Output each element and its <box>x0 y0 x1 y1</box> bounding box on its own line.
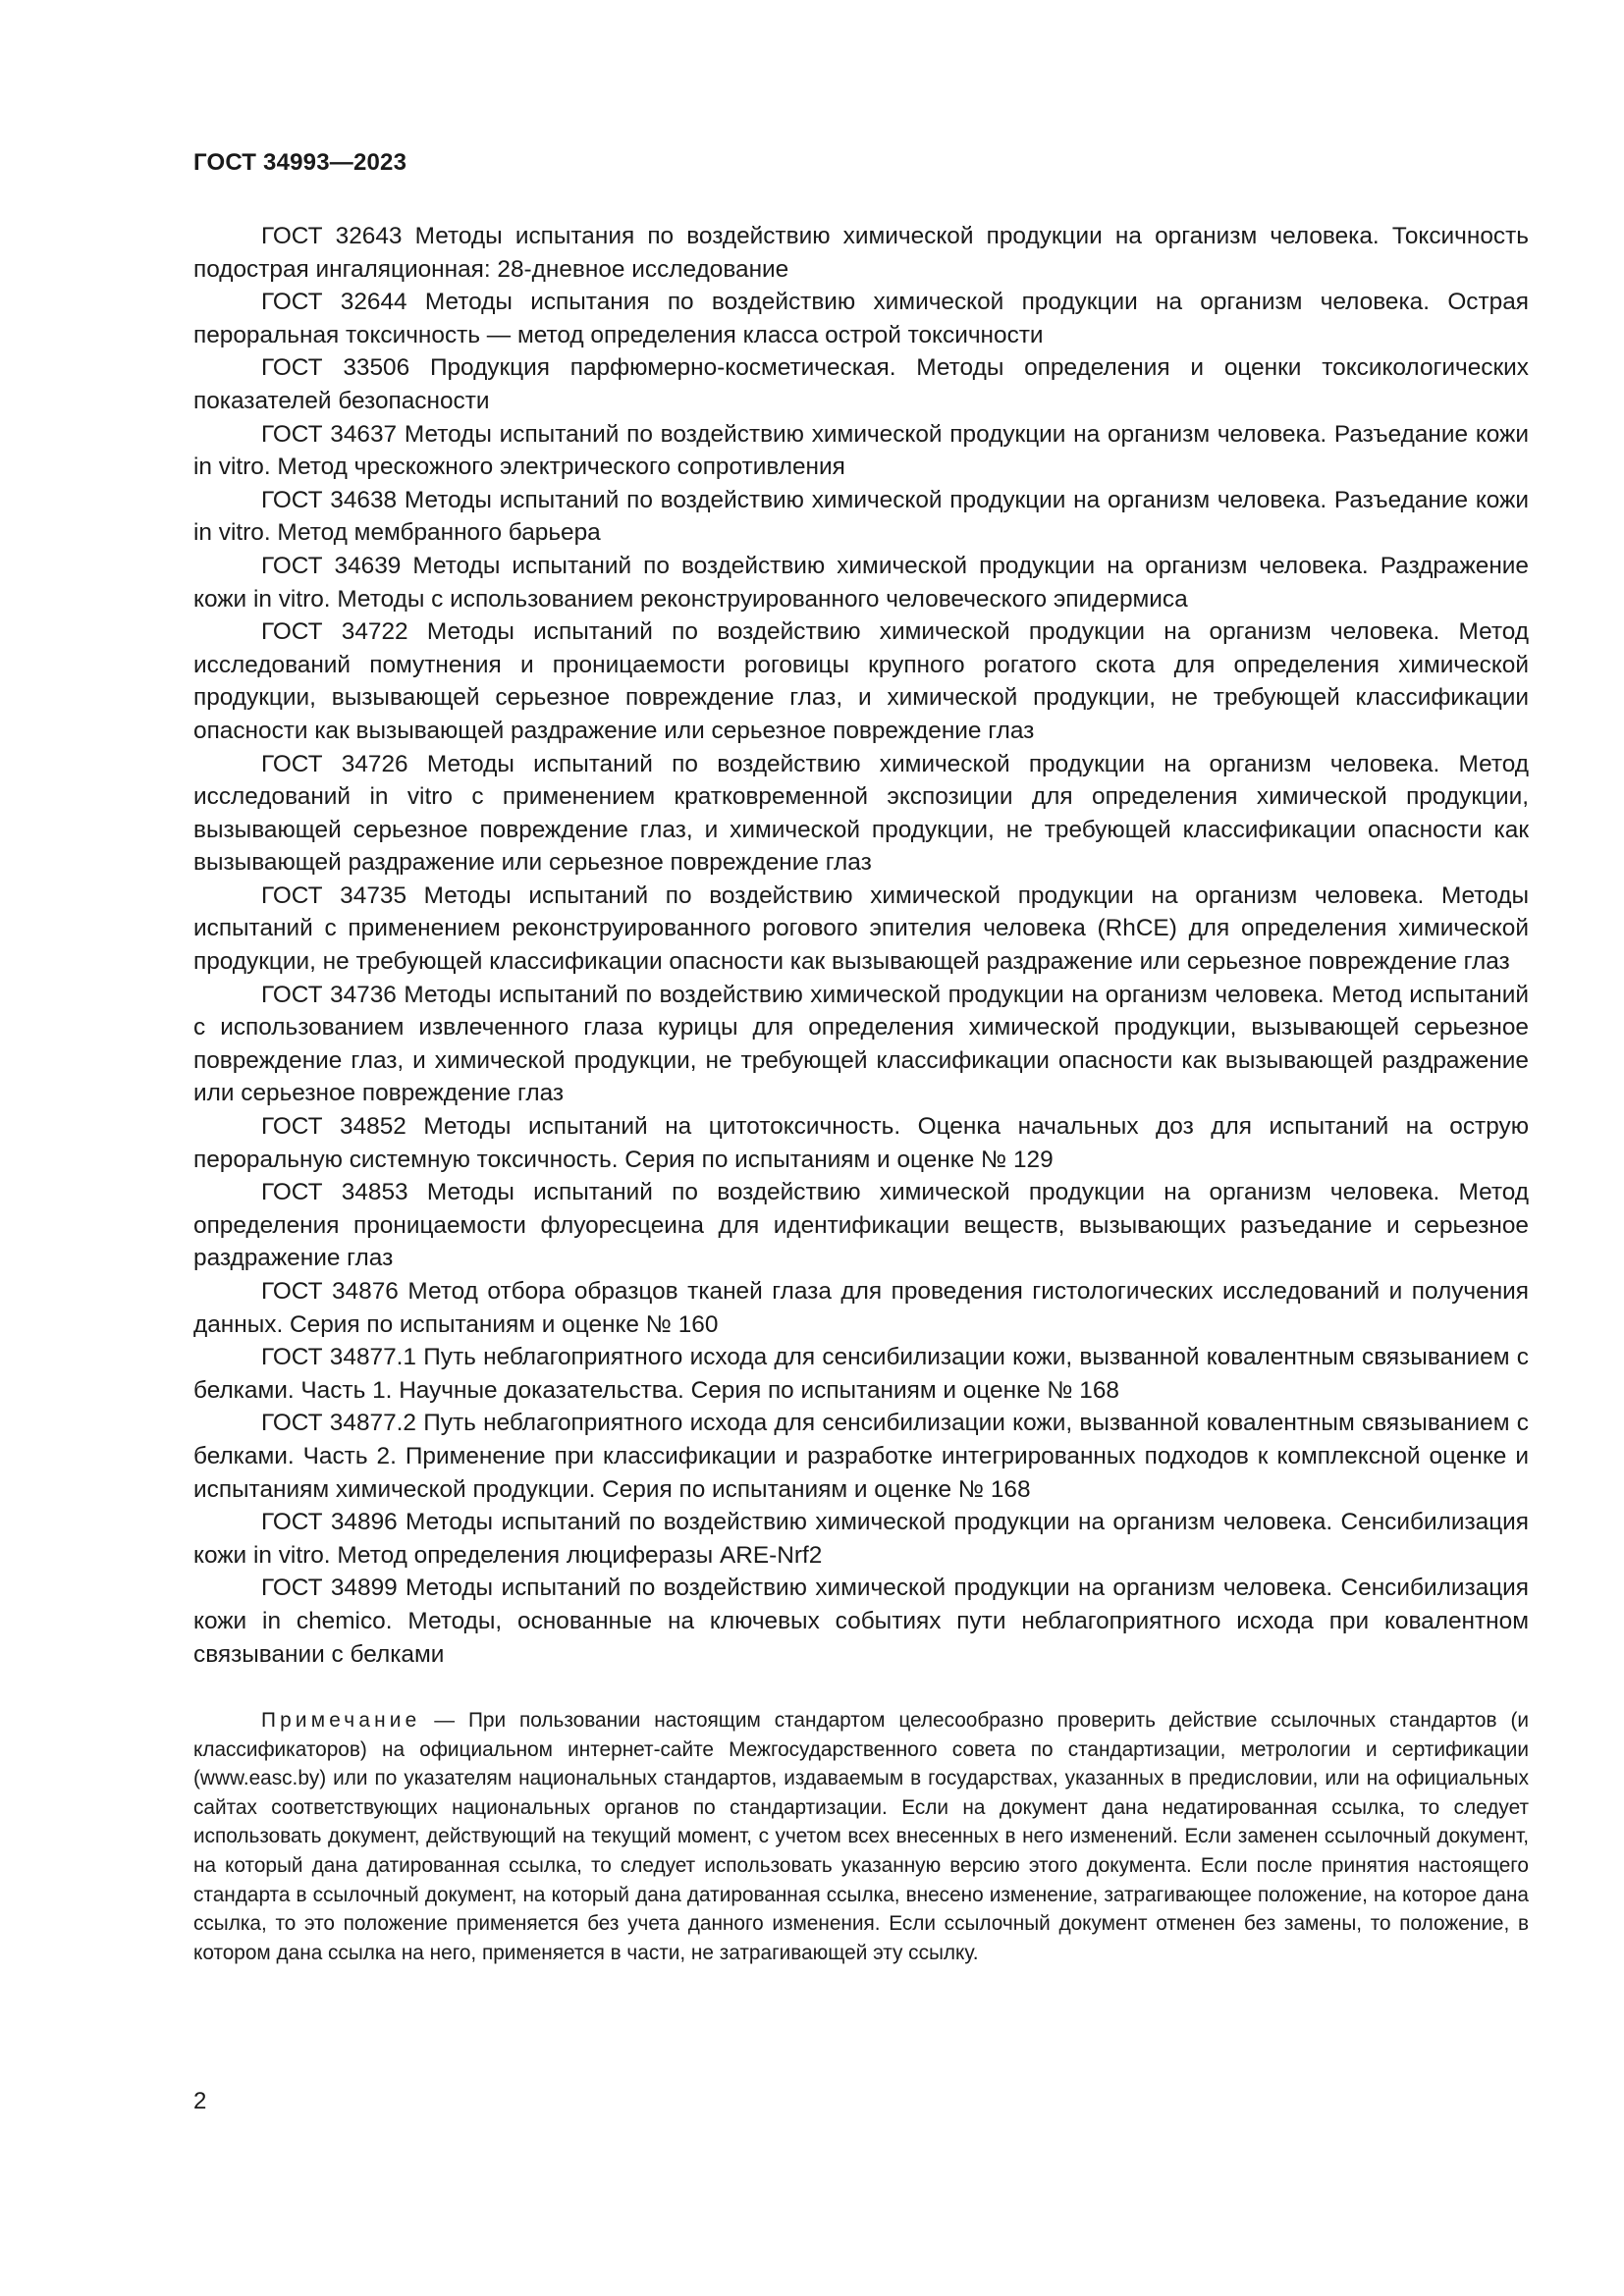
reference-item: ГОСТ 34638 Методы испытаний по воздействию химической продукции на организм человека. Разъедание кожи in vitro. Метод мембранного барьера <box>193 486 1529 547</box>
reference-item: ГОСТ 34876 Метод отбора образцов тканей глаза для проведения гистологических исследований и получения данных. Серия по испытаниям и оценке № 160 <box>193 1278 1529 1338</box>
reference-item: ГОСТ 34896 Методы испытаний по воздействию химической продукции на организм человека. Сенсибилизация кожи in vitro. Метод определения люциферазы ARE-Nrf2 <box>193 1509 1529 1569</box>
reference-item: ГОСТ 33506 Продукция парфюмерно-косметическая. Методы определения и оценки токсикологических показателей безопасности <box>193 354 1529 414</box>
reference-item: ГОСТ 34637 Методы испытаний по воздействию химической продукции на организм человека. Разъедание кожи in vitro. Метод чрескожного электрического сопротивления <box>193 420 1529 481</box>
reference-item: ГОСТ 34853 Методы испытаний по воздействию химической продукции на организм человека. Метод определения проницаемости флуоресцеина для идентификации веществ, вызывающих разъедание и серьезное раздражение глаз <box>193 1179 1529 1272</box>
reference-item: ГОСТ 34899 Методы испытаний по воздействию химической продукции на организм человека. Сенсибилизация кожи in chemico. Методы, основанные на ключевых событиях пути неблагоприятного исхода при ковалентном связывании с белками <box>193 1575 1529 1668</box>
reference-item: ГОСТ 34639 Методы испытаний по воздействию химической продукции на организм человека. Раздражение кожи in vitro. Методы с использованием реконструированного человеческого эпидермиса <box>193 552 1529 613</box>
document-header: ГОСТ 34993—2023 <box>193 149 407 176</box>
page-number: 2 <box>193 2088 207 2114</box>
reference-item: ГОСТ 34735 Методы испытаний по воздействию химической продукции на организм человека. Методы испытаний с применением реконструированного рогового эпителия человека (RhCE) для определения химической продукции, не требующей классификации опасности как вызывающей раздражение или серьезное повреждение глаз <box>193 881 1529 976</box>
reference-item: ГОСТ 34722 Методы испытаний по воздействию химической продукции на организм человека. Метод исследований помутнения и проницаемости роговицы крупного рогатого скота для определения химической продукции, вызывающей серьезное повреждение глаз, и химической продукции, не требующей классификации опасности как вызывающей раздражение или серьезное повреждение глаз <box>193 618 1529 744</box>
reference-item: ГОСТ 34852 Методы испытаний на цитотоксичность. Оценка начальных доз для испытаний на острую пероральную системную токсичность. Серия по испытаниям и оценке № 129 <box>193 1113 1529 1173</box>
reference-item: ГОСТ 34877.2 Путь неблагоприятного исхода для сенсибилизации кожи, вызванной ковалентным связыванием с белками. Часть 2. Применение при классификации и разработке интегрированных подходов к комплексной оценке и испытаниям химической продукции. Серия по испытаниям и оценке № 168 <box>193 1410 1529 1503</box>
reference-item: ГОСТ 32644 Методы испытания по воздействию химической продукции на организм человека. Острая пероральная токсичность — метод определения класса острой токсичности <box>193 289 1529 348</box>
reference-item: ГОСТ 32643 Методы испытания по воздействию химической продукции на организм человека. Токсичность подострая ингаляционная: 28-дневное исследование <box>193 223 1529 283</box>
note-text: — При пользовании настоящим стандартом целесообразно проверить действие ссылочных стандартов (и классификаторов) на официальном интернет-сайте Межгосударственного совета по стандартизации, метрологии и сертификации (www.easc.by) или по указателям национальных стандартов, издаваемым в государствах, указанных в предисловии, или на официальных сайтах соответствующих национальных органов по стандартизации. Если на документ дана недатированная ссылка, то следует использовать документ, действующий на текущий момент, с учетом всех внесенных в него изменений. Если заменен ссылочный документ, на который дана датированная ссылка, то следует использовать указанную версию этого документа. Если после принятия настоящего стандарта в ссылочный документ, на который дана датированная ссылка, внесено изменение, затрагивающее положение, на которое дана ссылка, то это положение применяется без учета данного изменения. Если ссылочный документ отменен без замены, то положение, в котором дана ссылка на него, применяется в части, не затрагивающей эту ссылку. <box>193 1709 1529 1964</box>
reference-item: ГОСТ 34877.1 Путь неблагоприятного исхода для сенсибилизации кожи, вызванной ковалентным связыванием с белками. Часть 1. Научные доказательства. Серия по испытаниям и оценке № 168 <box>193 1344 1529 1404</box>
note-label: Примечание <box>261 1709 421 1732</box>
note-paragraph <box>193 1706 1529 1967</box>
reference-item: ГОСТ 34726 Методы испытаний по воздействию химической продукции на организм человека. Метод исследований in vitro с применением кратковременной экспозиции для определения химической продукции, вызывающей серьезное повреждение глаз, и химической продукции, не требующей классификации опасности как вызывающей раздражение или серьезное повреждение глаз <box>193 750 1529 877</box>
normative-references-list <box>193 220 1529 1671</box>
reference-item: ГОСТ 34736 Методы испытаний по воздействию химической продукции на организм человека. Метод испытаний с использованием извлеченного глаза курицы для определения химической продукции, вызывающей серьезное повреждение глаз, и химической продукции, не требующей классификации опасности как вызывающей раздражение или серьезное повреждение глаз <box>193 981 1529 1107</box>
